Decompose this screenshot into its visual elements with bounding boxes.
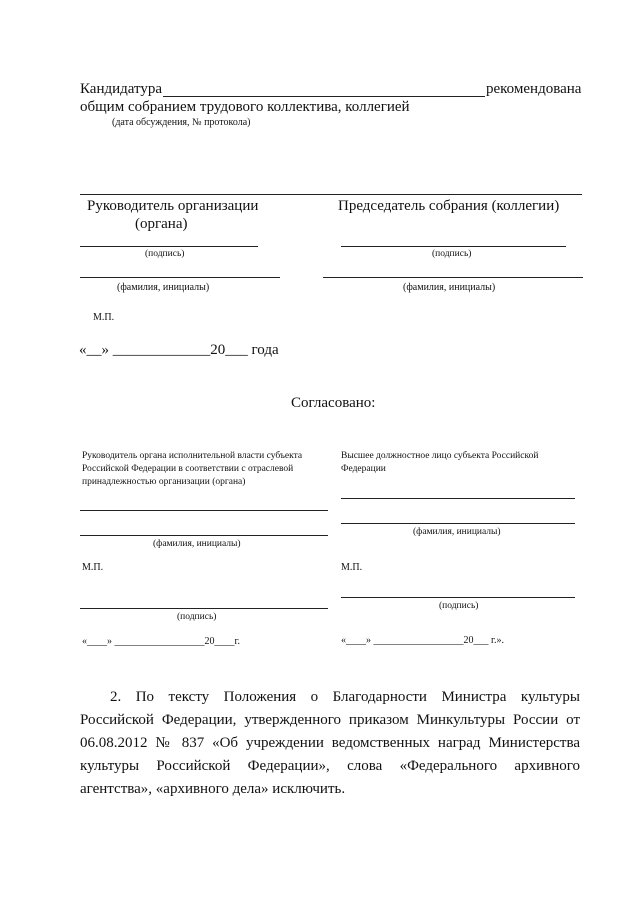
- left-podpis: (подпись): [145, 249, 185, 259]
- right-podpis: (подпись): [432, 249, 472, 259]
- agreed-left-podpis: (подпись): [177, 612, 217, 622]
- date-line: «__» _____________20___ года: [79, 342, 279, 358]
- right-fio-line: [323, 277, 583, 278]
- agreed-right-line-1: [341, 498, 575, 499]
- left-title-1: Руководитель организации: [87, 198, 259, 214]
- left-fio-line: [80, 277, 280, 278]
- agreed-right-podpis: (подпись): [439, 601, 479, 611]
- agreed-left-date: «____» __________________20____г.: [82, 636, 240, 647]
- header-line-2: общим собранием трудового коллектива, коллегией: [80, 99, 410, 115]
- agreed-left-block: Руководитель органа исполнительной власти субъекта Российской Федерации в соответствии с отраслевой принадлежностью организации (органа): [82, 451, 303, 487]
- agreed-right-block: Высшее должностное лицо субъекта Российской Федерации: [341, 451, 539, 474]
- agreed-right-fio-line: [341, 523, 575, 524]
- agreed-title: Согласовано:: [291, 395, 376, 411]
- right-sign-line: [341, 246, 566, 247]
- candidate-line: [163, 96, 485, 97]
- agreed-left-sign-line: [80, 608, 328, 609]
- body-paragraph: 2. По тексту Положения о Благодарности Министра культуры Российской Федерации, утвержденного приказом Минкультуры России от 06.08.2012 № 837 «Об учреждении ведомственных наград Министерства культуры Российской Федерации», слова «Федерального архивного агентства», «архивного дела» исключить.: [80, 689, 580, 797]
- agreed-left-line-1: [80, 510, 328, 511]
- left-sign-line: [80, 246, 258, 247]
- agreed-right-sign-line: [341, 597, 575, 598]
- header-hint: (дата обсуждения, № протокола): [112, 117, 251, 128]
- agreed-left-mp: М.П.: [82, 562, 104, 573]
- right-title: Председатель собрания (коллегии): [338, 198, 560, 214]
- left-title-2: (органа): [135, 216, 188, 232]
- stamp-place: М.П.: [93, 312, 115, 323]
- left-fio: (фамилия, инициалы): [117, 282, 210, 293]
- agreed-right-fio: (фамилия, инициалы): [413, 527, 501, 537]
- agreed-right-mp: М.П.: [341, 562, 363, 573]
- candidate-label: Кандидатура: [80, 81, 163, 97]
- body-paragraph-block: [80, 686, 580, 801]
- right-fio: (фамилия, инициалы): [403, 282, 496, 293]
- agreed-left-fio: (фамилия, инициалы): [153, 539, 241, 549]
- agreed-right-date: «____» __________________20___ г.».: [341, 635, 504, 646]
- agreed-left-fio-line: [80, 535, 328, 536]
- divider-line: [80, 194, 582, 195]
- recommended-label: рекомендована: [486, 81, 582, 97]
